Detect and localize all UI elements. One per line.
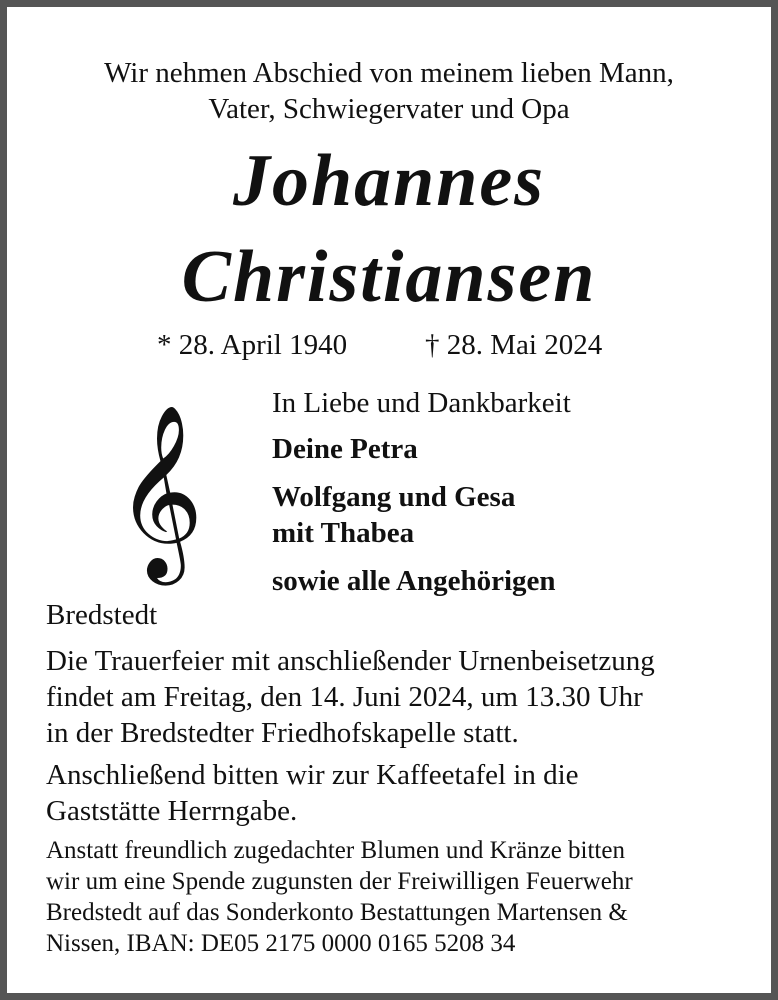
donation-line-2: wir um eine Spende zugunsten der Freiwilligen Feuerwehr [46, 868, 633, 895]
deceased-last-name: Christiansen [181, 236, 597, 318]
deceased-first-name: Johannes [232, 140, 546, 222]
donation-line-3: Bredstedt auf das Sonderkonto Bestattungen Martensen & [46, 899, 628, 926]
donation-line-4: Nissen, IBAN: DE05 2175 0000 0165 5208 34 [46, 930, 516, 957]
death-date: † 28. Mai 2024 [425, 329, 603, 361]
service-line-2: findet am Freitag, den 14. Juni 2024, um 13.30 Uhr [46, 681, 643, 713]
mourners-greeting: In Liebe und Dankbarkeit [272, 387, 571, 419]
reception-line-1: Anschließend bitten wir zur Kaffeetafel in die [46, 759, 579, 791]
donation-line-1: Anstatt freundlich zugedachter Blumen und Kränze bitten [46, 837, 625, 864]
mourner-relatives: sowie alle Angehörigen [272, 565, 556, 597]
mourner-children-line-1: Wolfgang und Gesa [272, 481, 516, 513]
treble-clef-icon: 𝄞 [115, 404, 204, 578]
mourner-children-line-2: mit Thabea [272, 517, 415, 549]
service-line-1: Die Trauerfeier mit anschließender Urnenbeisetzung [46, 645, 655, 677]
birth-date: * 28. April 1940 [157, 329, 348, 361]
location: Bredstedt [46, 599, 158, 631]
service-line-3: in der Bredstedter Friedhofskapelle statt. [46, 717, 519, 749]
reception-line-2: Gaststätte Herrngabe. [46, 795, 298, 827]
intro-line-1: Wir nehmen Abschied von meinem lieben Mann, [104, 57, 674, 89]
mourner-spouse: Deine Petra [272, 433, 418, 465]
intro-line-2: Vater, Schwiegervater und Opa [208, 93, 570, 125]
